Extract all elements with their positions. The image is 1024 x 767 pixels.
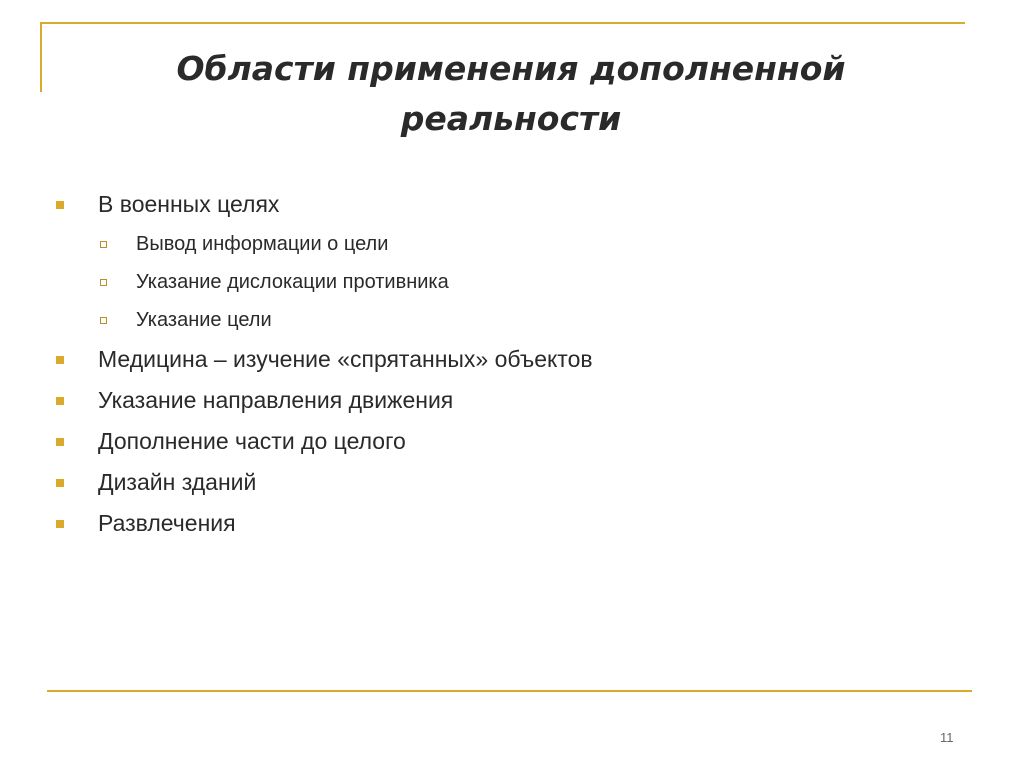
top-rule [40, 22, 965, 24]
page-number: 11 [940, 730, 954, 745]
list-item-label: Дополнение части до целого [98, 428, 406, 454]
list-item-label: Медицина – изучение «спрятанных» объектов [98, 346, 593, 372]
hollow-square-bullet-icon [100, 241, 107, 248]
list-item-medicine [56, 339, 956, 380]
sub-item [56, 301, 956, 339]
sub-item-label: Указание дислокации противника [136, 270, 449, 293]
slide-title [100, 44, 922, 144]
list-item-building-design [56, 462, 956, 503]
list-item-navigation [56, 380, 956, 421]
bottom-rule [47, 690, 972, 692]
square-bullet-icon [56, 356, 64, 364]
list-item-military [56, 184, 956, 225]
title-line-1: Области применения дополненной [176, 49, 846, 88]
list-item-entertainment [56, 503, 956, 544]
square-bullet-icon [56, 397, 64, 405]
list-item-label: Дизайн зданий [98, 469, 257, 495]
bullet-list [56, 184, 956, 544]
list-item-label: В военных целях [98, 191, 280, 217]
sub-list [56, 225, 956, 339]
sub-item [56, 225, 956, 263]
square-bullet-icon [56, 438, 64, 446]
sub-item [56, 263, 956, 301]
square-bullet-icon [56, 520, 64, 528]
list-item-label: Указание направления движения [98, 387, 454, 413]
left-rule [40, 22, 42, 92]
sub-item-label: Вывод информации о цели [136, 232, 389, 255]
hollow-square-bullet-icon [100, 279, 107, 286]
list-item-completion [56, 421, 956, 462]
square-bullet-icon [56, 479, 64, 487]
title-line-2: реальности [400, 99, 622, 138]
sub-item-label: Указание цели [136, 308, 272, 331]
hollow-square-bullet-icon [100, 317, 107, 324]
square-bullet-icon [56, 201, 64, 209]
list-item-label: Развлечения [98, 510, 236, 536]
